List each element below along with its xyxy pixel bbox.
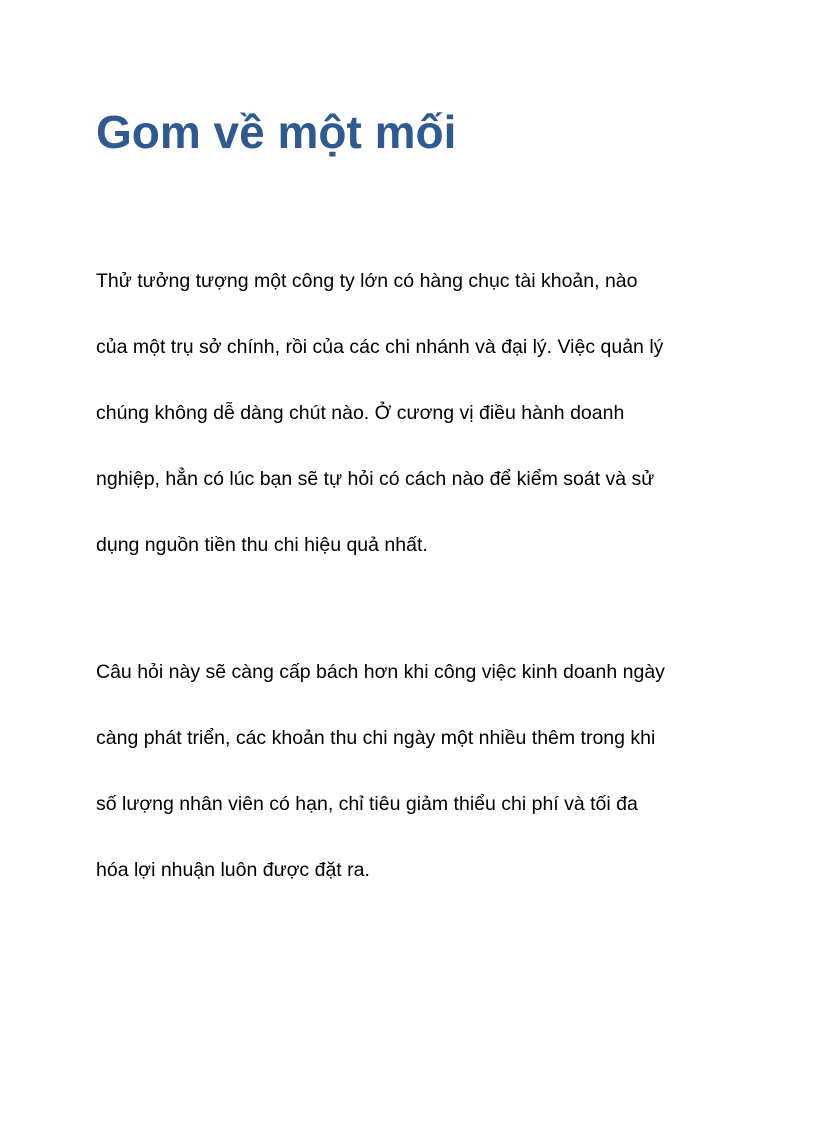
paragraph-2	[96, 659, 736, 923]
paragraph-line: của một trụ sở chính, rồi của các chi nhánh và đại lý. Việc quản lý	[96, 336, 664, 358]
paragraph-line: Câu hỏi này sẽ càng cấp bách hơn khi công việc kinh doanh ngày	[96, 661, 665, 683]
paragraph-line: hóa lợi nhuận luôn được đặt ra.	[96, 859, 370, 881]
paragraph-line: số lượng nhân viên có hạn, chỉ tiêu giảm thiểu chi phí và tối đa	[96, 793, 638, 815]
document-title: Gom về một mối	[96, 106, 457, 158]
paragraph-line: nghiệp, hẳn có lúc bạn sẽ tự hỏi có cách nào để kiểm soát và sử	[96, 468, 655, 490]
paragraph-line: Thử tưởng tượng một công ty lớn có hàng chục tài khoản, nào	[96, 270, 638, 292]
paragraph-1	[96, 268, 736, 598]
paragraph-line: dụng nguồn tiền thu chi hiệu quả nhất.	[96, 534, 428, 556]
paragraph-line: chúng không dễ dàng chút nào. Ở cương vị điều hành doanh	[96, 402, 625, 424]
paragraph-line: càng phát triển, các khoản thu chi ngày một nhiều thêm trong khi	[96, 727, 656, 749]
